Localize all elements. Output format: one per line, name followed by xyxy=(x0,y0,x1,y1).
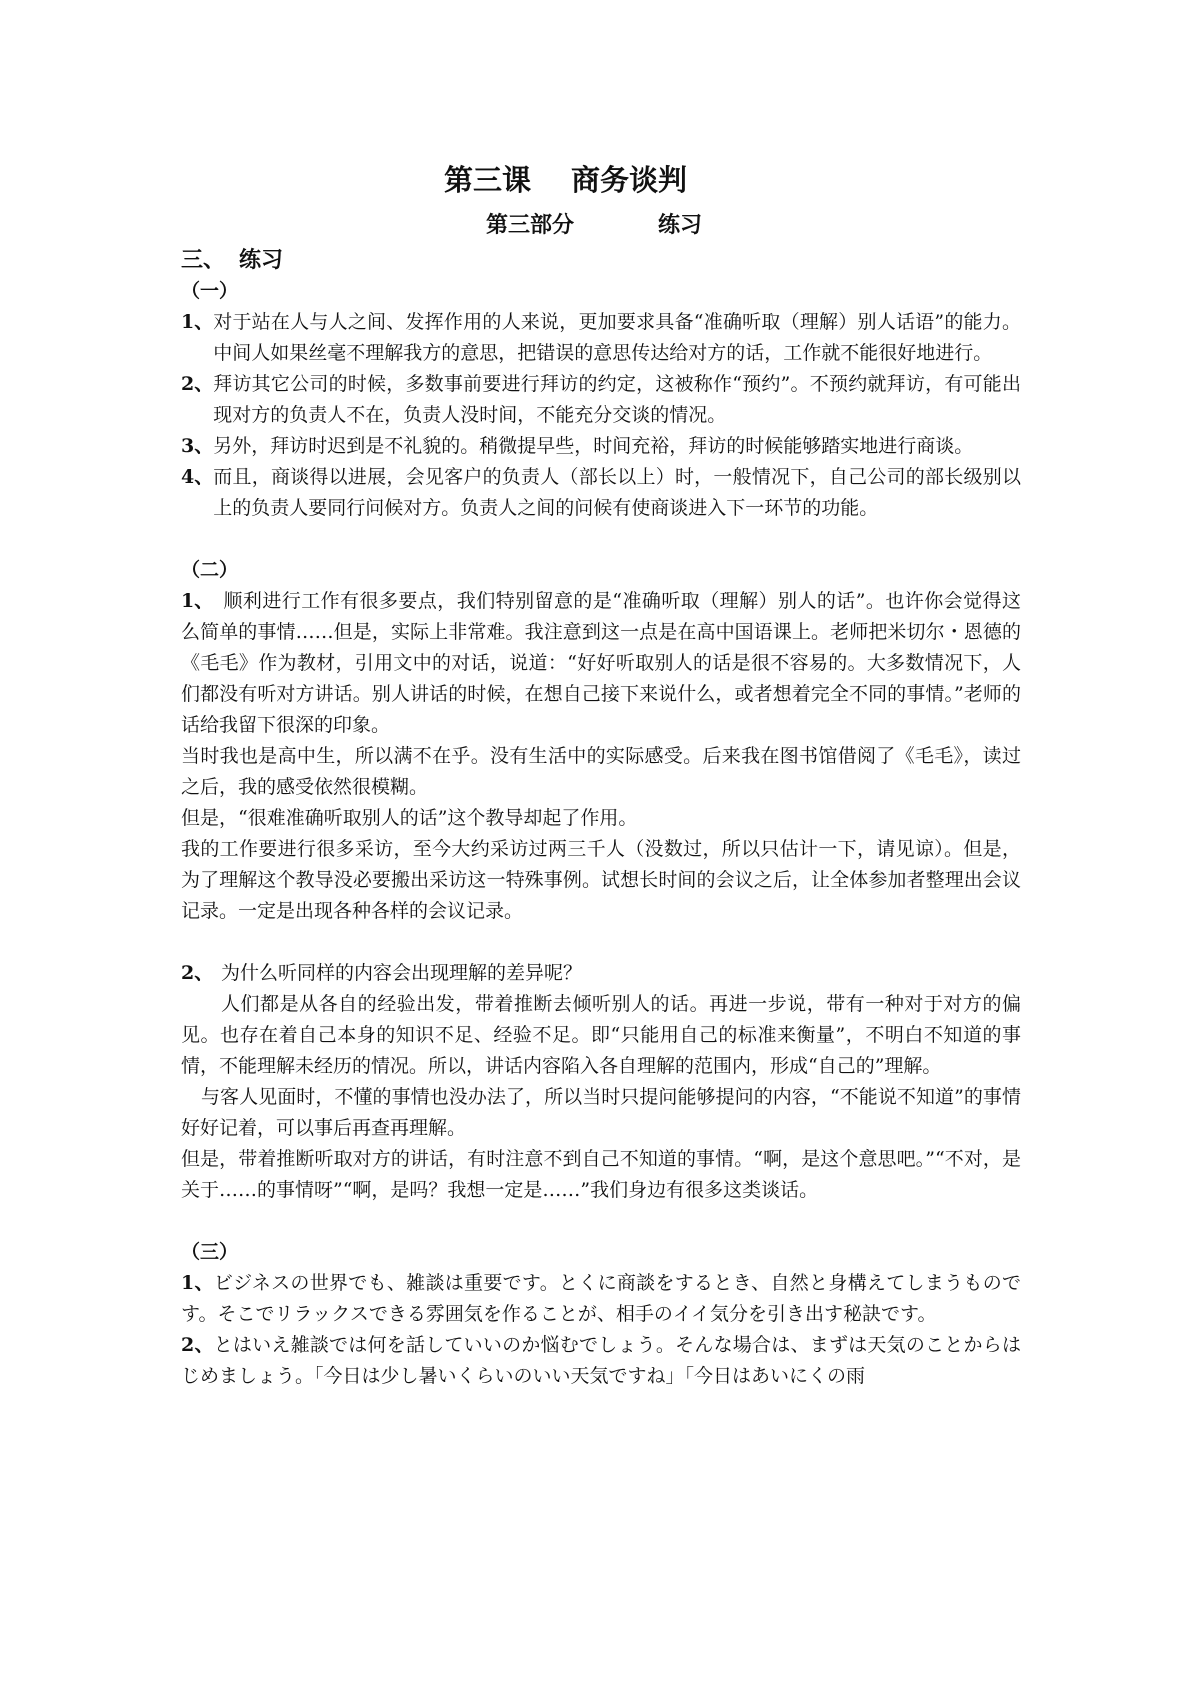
spacer xyxy=(181,524,1021,555)
lesson-topic: 商务谈判 xyxy=(571,163,688,197)
part2-paragraph-8: 但是，带着推断听取对方的讲话，有时注意不到自己不知道的事情。“啊，是这个意思吧。”“不对，是关于……的事情呀”“啊，是吗？我想一定是……”我们身边有很多这类谈话。 xyxy=(181,1148,1021,1201)
part1-item-4 xyxy=(181,462,1021,524)
part-subtitle xyxy=(486,208,702,239)
item-text: 对于站在人与人之间、发挥作用的人来说，更加要求具备“准确听取（理解）别人话语”的能力。中间人如果丝毫不理解我方的意思，把错误的意思传达给对方的话，工作就不能很好地进行。 xyxy=(213,311,1021,364)
section-label: 练习 xyxy=(239,247,284,273)
paragraph-text: ビジネスの世界でも、雑談は重要です。とくに商談をするとき、自然と身構えてしまうものです。そこでリラックスできる雰囲気を作ることが、相手のイイ気分を引き出す秘訣です。 xyxy=(181,1272,1021,1325)
part1-item-2 xyxy=(181,369,1021,431)
spacer xyxy=(181,1206,1021,1237)
part2-paragraph-7: 与客人见面时，不懂的事情也没办法了，所以当时只提问能够提问的内容，“不能说不知道”的事情好好记着，可以事后再查再理解。 xyxy=(181,1086,1021,1139)
part1-item-1 xyxy=(181,307,1021,369)
item-text: 而且，商谈得以进展，会见客户的负责人（部长以上）时，一般情况下，自己公司的部长级别以上的负责人要同行问候对方。负责人之间的问候有使商谈进入下一环节的功能。 xyxy=(213,466,1021,519)
part2-paragraph-3: 但是，“很难准确听取别人的话”这个教导却起了作用。 xyxy=(181,807,638,829)
item-number: 3、 xyxy=(181,435,214,457)
paragraph-text: 顺利进行工作有很多要点，我们特别留意的是“准确听取（理解）别人的话”。也许你会觉得这么简单的事情……但是，实际上非常难。我注意到这一点是在高中国语课上。老师把米切尔・恩德的《毛毛》作为教材，引用文中的对话，说道：“好好听取别人的话是很不容易的。大多数情况下，人们都没有听对方讲话。别人讲话的时候，在想自己接下来说什么，或者想着完全不同的事情。”老师的话给我留下很深的印象。 xyxy=(181,590,1021,736)
part2-label: （二） xyxy=(181,559,239,581)
part2-paragraph-5 xyxy=(181,958,1021,989)
part-name: 练习 xyxy=(658,212,703,238)
paragraph-text: 为什么听同样的内容会出现理解的差异呢？ xyxy=(221,962,583,984)
paragraph-text: とはいえ雑談では何を話していいのか悩むでしょう。そんな場合は、まずは天気のことからはじめましょう。「今日は少し暑いくらいのいい天気ですね」「今日はあいにくの雨 xyxy=(181,1334,1021,1387)
part2-paragraph-2: 当时我也是高中生，所以满不在乎。没有生活中的实际感受。后来我在图书馆借阅了《毛毛》，读过之后，我的感受依然很模糊。 xyxy=(181,745,1021,798)
part-number: 第三部分 xyxy=(486,212,575,238)
part3-paragraph-2 xyxy=(181,1330,1021,1392)
item-text: 另外，拜访时迟到是不礼貌的。稍微提早些，时间充裕，拜访的时候能够踏实地进行商谈。 xyxy=(213,435,974,457)
lesson-title xyxy=(0,158,1191,199)
item-number: 2、 xyxy=(181,962,214,984)
item-number: 1、 xyxy=(181,1272,214,1294)
part3-paragraph-1 xyxy=(181,1268,1021,1330)
part3-label: （三） xyxy=(181,1241,239,1263)
part2-paragraph-4: 我的工作要进行很多采访，至今大约采访过两三千人（没数过，所以只估计一下，请见谅）。但是，为了理解这个教导没必要搬出采访这一特殊事例。试想长时间的会议之后，让全体参加者整理出会议记录。一定是出现各种各样的会议记录。 xyxy=(181,838,1021,922)
part2-paragraph-6: 人们都是从各自的经验出发，带着推断去倾听别人的话。再进一步说，带有一种对于对方的偏见。也存在着自己本身的知识不足、经验不足。即“只能用自己的标准来衡量”，不明白不知道的事情，不能理解未经历的情况。所以，讲话内容陷入各自理解的范围内，形成“自己的”理解。 xyxy=(181,993,1021,1077)
lesson-number: 第三课 xyxy=(443,163,531,197)
item-number: 1、 xyxy=(181,311,214,333)
item-number: 1、 xyxy=(181,590,214,612)
item-number: 2、 xyxy=(181,373,214,395)
part1-label: （一） xyxy=(181,280,239,302)
document-body xyxy=(181,244,1021,1392)
part1-item-3 xyxy=(181,431,1021,462)
section-heading xyxy=(181,244,1021,276)
item-number: 4、 xyxy=(181,466,214,488)
item-text: 拜访其它公司的时候，多数事前要进行拜访的约定，这被称作“预约”。不预约就拜访，有可能出现对方的负责人不在，负责人没时间，不能充分交谈的情况。 xyxy=(213,373,1021,426)
spacer xyxy=(181,927,1021,958)
section-number: 三、 xyxy=(181,247,226,273)
item-number: 2、 xyxy=(181,1334,214,1356)
part2-paragraph-1 xyxy=(181,586,1021,741)
